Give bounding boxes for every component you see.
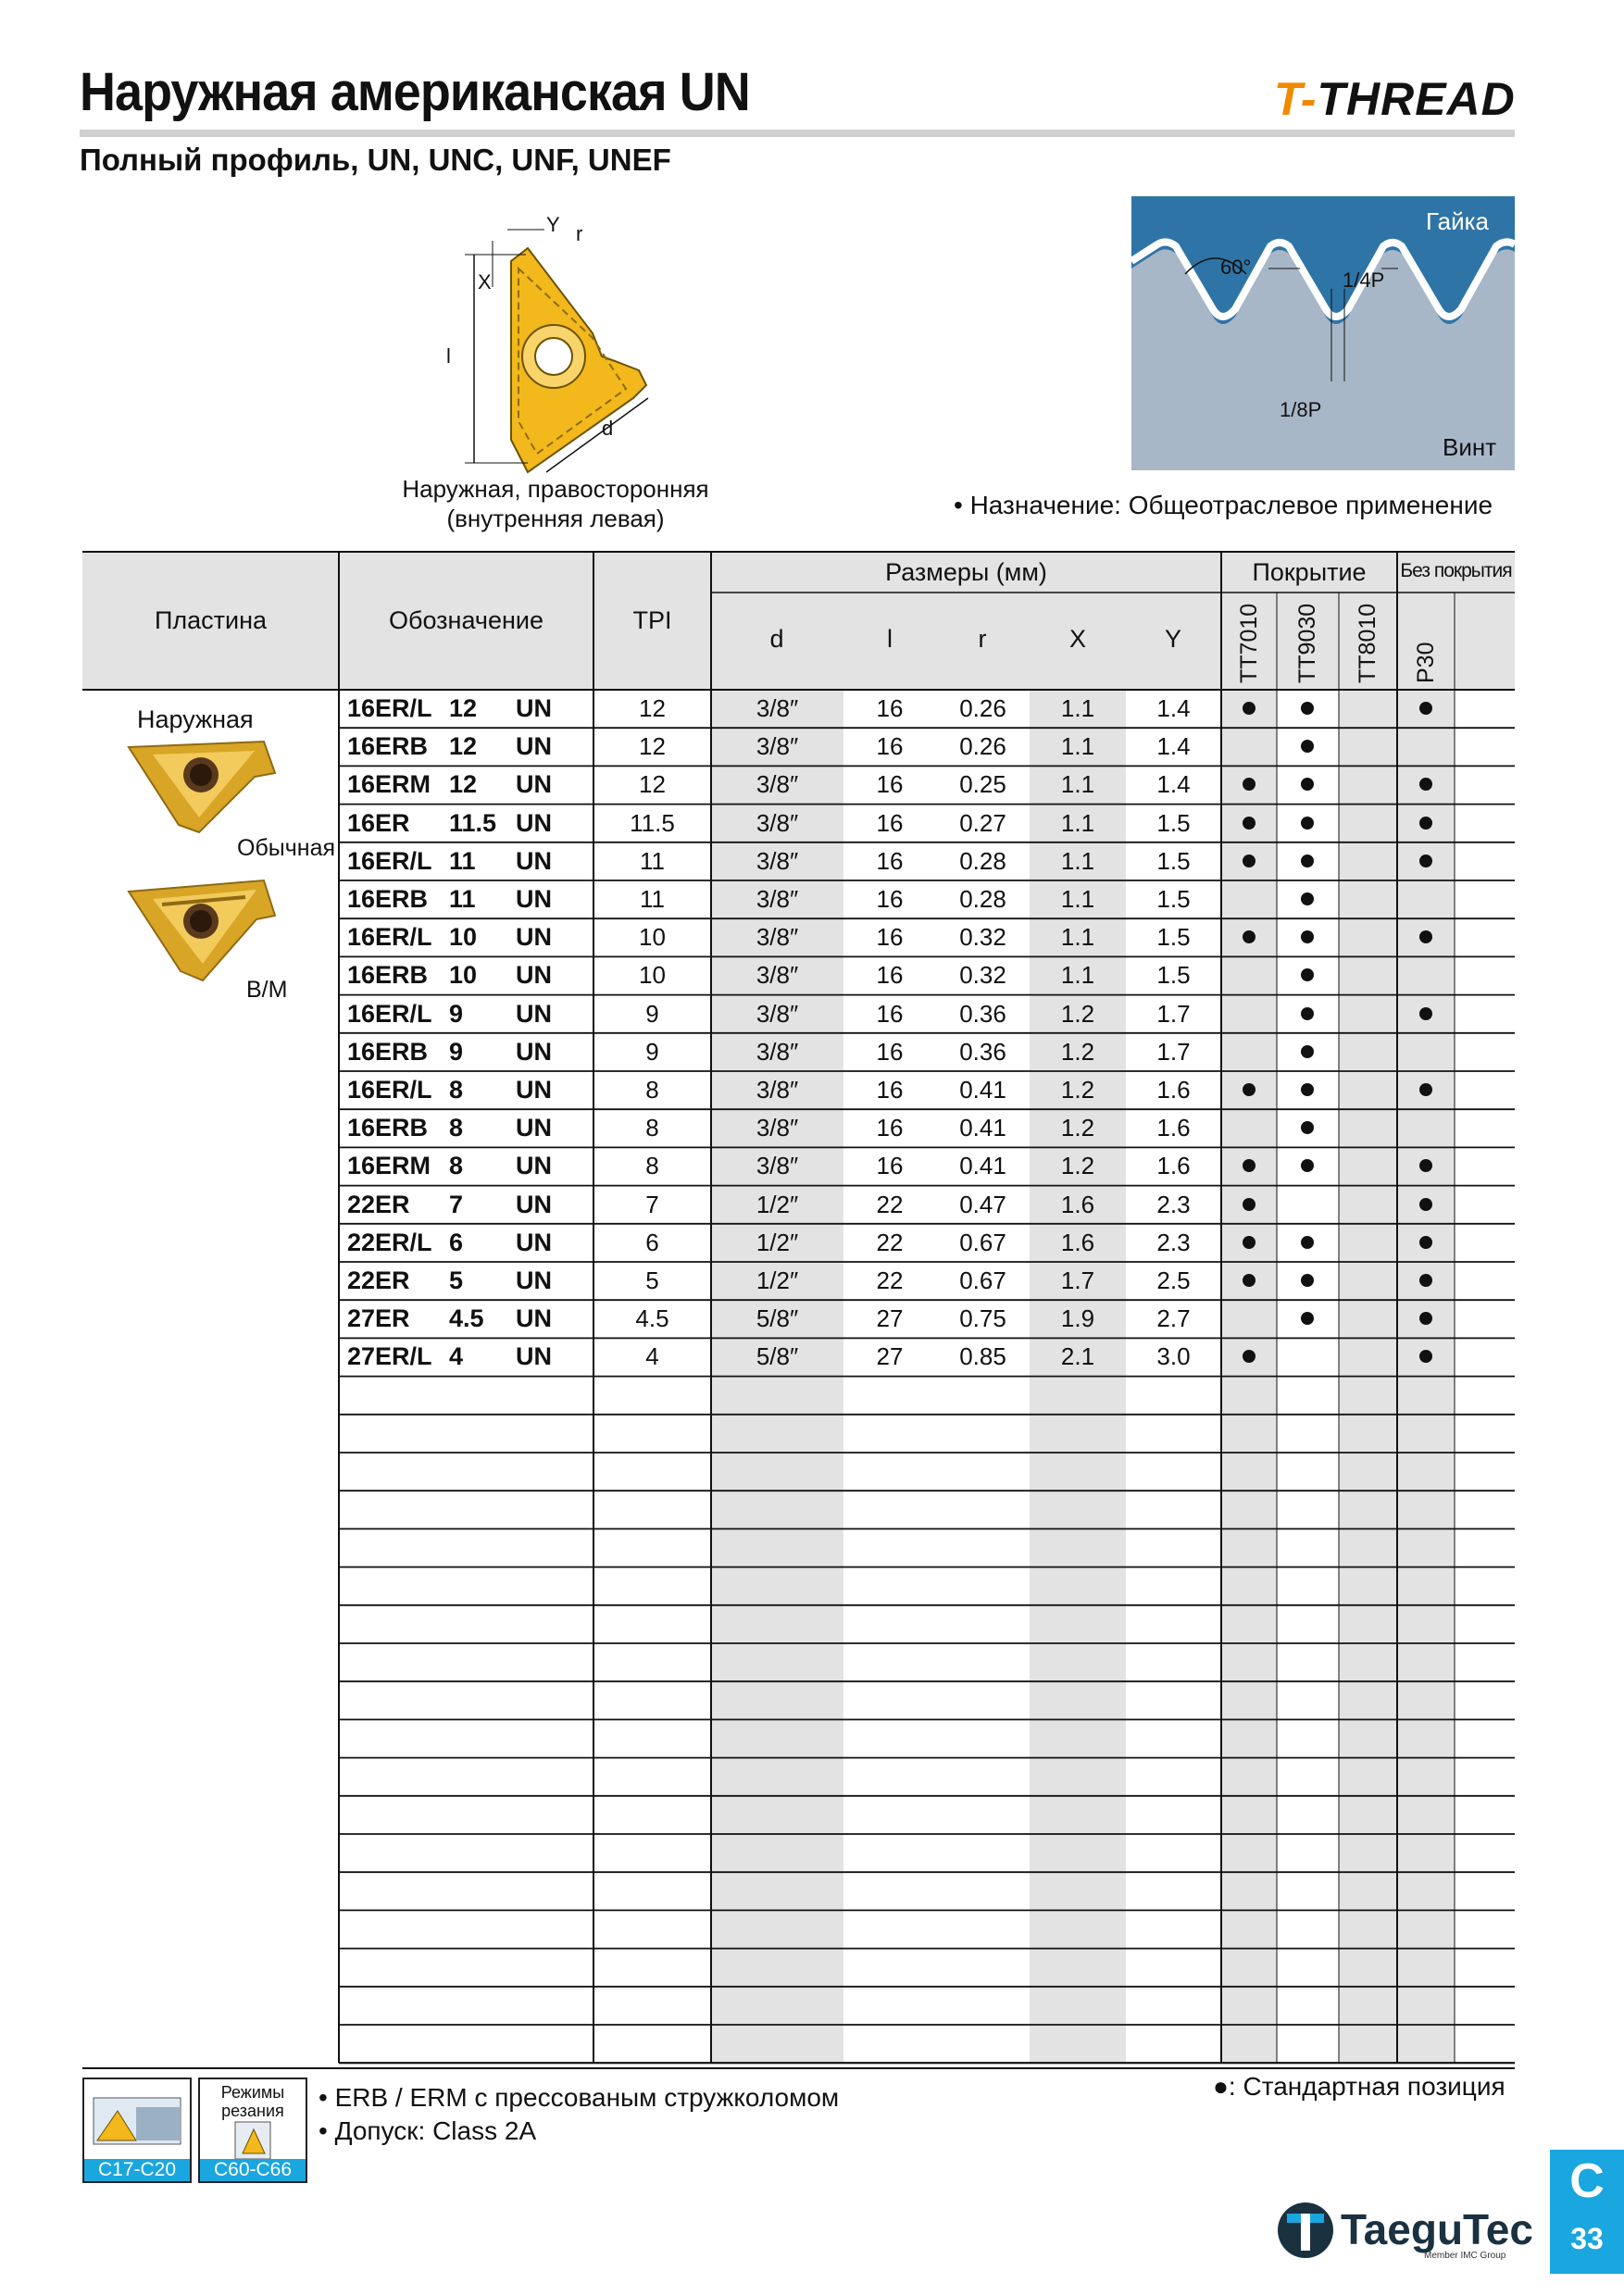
cell-x: 1.1 <box>1060 732 1095 761</box>
ref1-tag: C17-C20 <box>84 2159 190 2181</box>
standard-dot-p30 <box>1419 855 1432 867</box>
header-grade-tt8010: TT8010 <box>1355 603 1380 683</box>
cell-l: 16 <box>876 999 904 1028</box>
standard-dot-tt9030 <box>1301 892 1314 905</box>
cell-y: 1.4 <box>1156 694 1191 722</box>
designation-size: 10 <box>449 923 478 952</box>
cell-l: 16 <box>876 885 904 913</box>
standard-dot-p30 <box>1419 1198 1432 1211</box>
cell-tpi: 11.5 <box>630 808 675 837</box>
cell-r: 0.41 <box>959 1114 1006 1142</box>
ref2-title-line2: резания <box>221 2102 284 2120</box>
cell-x: 1.1 <box>1060 808 1095 837</box>
standard-dot-p30 <box>1419 702 1432 715</box>
cell-d: 1/2″ <box>756 1267 799 1294</box>
standard-dot-p30 <box>1419 1236 1432 1249</box>
logo-subtext: Member IMC Group <box>1424 2251 1506 2261</box>
cell-y: 1.4 <box>1156 770 1191 799</box>
cell-d: 3/8″ <box>756 732 799 761</box>
designation-size: 4 <box>449 1342 464 1371</box>
cell-x: 1.7 <box>1060 1267 1095 1294</box>
header-designation: Обозначение <box>389 606 543 634</box>
cell-y: 1.6 <box>1156 1076 1191 1104</box>
cell-r: 0.47 <box>959 1190 1006 1218</box>
cell-l: 22 <box>876 1267 904 1294</box>
designation-size: 4.5 <box>449 1304 484 1333</box>
cell-l: 22 <box>876 1228 904 1256</box>
designation-size: 8 <box>449 1076 464 1104</box>
cell-tpi: 8 <box>645 1152 659 1180</box>
designation-code: 16ERB <box>347 1114 429 1142</box>
designation-series: UN <box>516 1037 552 1066</box>
insert-photo-normal <box>125 736 282 836</box>
standard-dot-tt9030 <box>1301 1007 1314 1020</box>
designation-code: 22ER <box>347 1190 410 1218</box>
cell-d: 3/8″ <box>756 808 799 837</box>
designation-series: UN <box>516 1342 552 1371</box>
cell-x: 2.1 <box>1060 1342 1095 1371</box>
cell-tpi: 10 <box>639 961 666 990</box>
header-insert: Пластина <box>154 606 268 634</box>
designation-series: UN <box>516 923 552 952</box>
designation-series: UN <box>516 999 552 1028</box>
cell-y: 1.7 <box>1156 999 1191 1028</box>
designation-code: 16ER/L <box>347 1076 432 1104</box>
insert-photo-bm <box>125 877 282 986</box>
cell-r: 0.26 <box>959 694 1006 722</box>
cell-l: 16 <box>876 961 904 990</box>
label-y: Y <box>546 213 560 236</box>
cell-y: 1.5 <box>1156 961 1191 990</box>
cell-l: 27 <box>876 1342 904 1371</box>
standard-dot-tt7010 <box>1243 1236 1255 1249</box>
cell-tpi: 10 <box>639 923 666 952</box>
cell-d: 3/8″ <box>756 1152 799 1180</box>
thread-profile-diagram <box>1131 196 1515 470</box>
note-chipbreaker: • ERB / ERM с прессованым стружколомом <box>319 2083 840 2112</box>
cell-y: 2.7 <box>1156 1304 1191 1333</box>
cell-tpi: 12 <box>639 694 666 722</box>
cell-d: 3/8″ <box>756 770 799 799</box>
designation-size: 11 <box>449 846 476 875</box>
cell-x: 1.1 <box>1060 923 1095 952</box>
designation-size: 12 <box>449 770 478 799</box>
cell-d: 3/8″ <box>756 1114 799 1142</box>
profile-angle-label: 60° <box>1220 256 1252 279</box>
header-dim-d: d <box>769 625 784 653</box>
designation-series: UN <box>516 1152 552 1180</box>
label-d: d <box>602 417 614 440</box>
cell-tpi: 8 <box>645 1076 659 1104</box>
cell-x: 1.1 <box>1060 885 1095 913</box>
standard-dot-tt9030 <box>1301 1083 1314 1096</box>
cell-tpi: 7 <box>645 1190 659 1218</box>
standard-dot-tt7010 <box>1243 1198 1255 1211</box>
cell-r: 0.25 <box>959 770 1006 799</box>
standard-dot-tt7010 <box>1243 702 1255 715</box>
designation-code: 16ER/L <box>347 694 432 722</box>
designation-series: UN <box>516 1304 552 1333</box>
legend-standard: ●: Стандартная позиция <box>1213 2072 1505 2101</box>
cell-tpi: 6 <box>645 1228 659 1256</box>
cell-y: 3.0 <box>1156 1342 1191 1371</box>
profile-eighth-pitch: 1/8P <box>1280 398 1322 421</box>
standard-dot-p30 <box>1419 1274 1432 1287</box>
cell-r: 0.36 <box>959 1037 1006 1066</box>
cell-y: 1.7 <box>1156 1037 1191 1066</box>
cell-r: 0.67 <box>959 1267 1006 1294</box>
cell-l: 16 <box>876 1037 904 1066</box>
designation-code: 16ERB <box>347 885 429 913</box>
cell-r: 0.41 <box>959 1152 1006 1180</box>
cell-x: 1.2 <box>1060 1114 1095 1142</box>
insert-normal-label: Обычная <box>237 835 336 861</box>
cell-y: 2.5 <box>1156 1267 1191 1294</box>
caption-line-1: Наружная, правосторонняя <box>402 475 709 503</box>
designation-code: 22ER <box>347 1267 410 1294</box>
cell-d: 3/8″ <box>756 923 799 952</box>
cell-l: 16 <box>876 770 904 799</box>
cell-l: 16 <box>876 732 904 761</box>
designation-code: 16ER/L <box>347 846 432 875</box>
cell-l: 16 <box>876 846 904 875</box>
designation-code: 16ER/L <box>347 999 432 1028</box>
standard-dot-tt7010 <box>1243 1083 1255 1096</box>
insert-type-label: Наружная <box>137 705 254 733</box>
cell-tpi: 4 <box>645 1342 659 1371</box>
standard-dot-tt9030 <box>1301 1274 1314 1287</box>
label-r: r <box>576 222 583 245</box>
cell-x: 1.2 <box>1060 1076 1095 1104</box>
ref-cutting-data-button[interactable] <box>198 2078 307 2183</box>
header-dim-l: l <box>887 625 893 653</box>
designation-code: 16ERB <box>347 961 429 990</box>
company-logo <box>1276 2199 1533 2264</box>
designation-size: 8 <box>449 1152 464 1180</box>
cell-r: 0.27 <box>959 808 1006 837</box>
caption-line-2: (внутренняя левая) <box>446 505 665 532</box>
designation-series: UN <box>516 1114 552 1142</box>
brand-logo: T-THREAD <box>1274 73 1516 125</box>
designation-series: UN <box>516 1267 552 1294</box>
cutting-data-icon <box>200 2120 306 2163</box>
ref2-tag: C60-C66 <box>200 2159 306 2181</box>
standard-dot-tt9030 <box>1301 817 1314 830</box>
standard-dot-tt9030 <box>1301 702 1314 715</box>
cell-l: 27 <box>876 1304 904 1333</box>
cell-l: 16 <box>876 923 904 952</box>
page-number: 33 <box>1570 2222 1604 2255</box>
cell-y: 1.6 <box>1156 1152 1191 1180</box>
cell-d: 3/8″ <box>756 961 799 990</box>
ref-toolholders-button[interactable] <box>82 2078 192 2183</box>
designation-code: 27ER/L <box>347 1342 432 1371</box>
cell-d: 5/8″ <box>756 1304 799 1333</box>
header-dim-r: r <box>978 625 987 653</box>
logo-mark-icon <box>1276 2201 1335 2260</box>
cell-l: 16 <box>876 694 904 722</box>
designation-size: 10 <box>449 961 478 990</box>
profile-screw-label: Винт <box>1443 433 1497 461</box>
cell-y: 1.5 <box>1156 923 1191 952</box>
cell-r: 0.85 <box>959 1342 1006 1371</box>
header-coating: Покрытие <box>1252 558 1367 586</box>
designation-code: 16ERB <box>347 1037 429 1066</box>
standard-dot-tt9030 <box>1301 855 1314 867</box>
ref2-title <box>200 2083 306 2120</box>
standard-dot-tt9030 <box>1301 1045 1314 1058</box>
cell-y: 1.4 <box>1156 732 1191 761</box>
cell-x: 1.6 <box>1060 1228 1095 1256</box>
cell-y: 1.6 <box>1156 1114 1191 1142</box>
cell-d: 3/8″ <box>756 1037 799 1066</box>
cell-d: 3/8″ <box>756 846 799 875</box>
page-subtitle: Полный профиль, UN, UNC, UNF, UNEF <box>80 143 671 177</box>
header-dim-x: X <box>1068 625 1086 653</box>
cell-x: 1.1 <box>1060 846 1095 875</box>
header-dimensions: Размеры (мм) <box>885 558 1047 586</box>
designation-code: 16ERM <box>347 1152 431 1180</box>
logo-text: TaeguTec <box>1341 2205 1533 2253</box>
cell-r: 0.26 <box>959 732 1006 761</box>
designation-code: 16ERM <box>347 770 431 799</box>
designation-series: UN <box>516 885 552 913</box>
designation-size: 6 <box>449 1228 464 1256</box>
designation-series: UN <box>516 732 552 761</box>
purpose-note: • Назначение: Общеотраслевое применение <box>954 491 1493 519</box>
profile-quarter-pitch: 1/4P <box>1343 268 1385 292</box>
section-tab[interactable] <box>1550 2150 1624 2274</box>
designation-code: 22ER/L <box>347 1228 432 1256</box>
cell-d: 1/2″ <box>756 1190 799 1218</box>
designation-size: 5 <box>449 1267 464 1294</box>
designation-size: 11 <box>449 885 476 913</box>
cell-l: 22 <box>876 1190 904 1218</box>
cell-l: 16 <box>876 1152 904 1180</box>
cell-tpi: 9 <box>645 999 659 1028</box>
title-rule <box>80 130 1515 137</box>
header-tpi: TPI <box>632 606 672 634</box>
designation-size: 12 <box>449 732 478 761</box>
insert-dimension-diagram <box>407 204 704 481</box>
cell-r: 0.41 <box>959 1076 1006 1104</box>
cell-x: 1.9 <box>1060 1304 1095 1333</box>
standard-dot-tt7010 <box>1243 855 1255 867</box>
designation-series: UN <box>516 846 552 875</box>
designation-code: 16ERB <box>347 732 429 761</box>
ref2-title-line1: Режимы <box>220 2083 285 2102</box>
cell-tpi: 12 <box>639 732 666 761</box>
designation-code: 16ER/L <box>347 923 432 952</box>
cell-d: 5/8″ <box>756 1342 799 1371</box>
designation-size: 9 <box>449 1037 464 1066</box>
header-uncoated: Без покрытия <box>1400 560 1512 581</box>
cell-d: 3/8″ <box>756 694 799 722</box>
designation-code: 16ER <box>347 808 410 837</box>
cell-tpi: 11 <box>640 885 665 913</box>
designation-series: UN <box>516 770 552 799</box>
cell-tpi: 8 <box>645 1114 659 1142</box>
designation-size: 11.5 <box>449 808 497 837</box>
cell-d: 3/8″ <box>756 885 799 913</box>
cell-d: 1/2″ <box>756 1228 799 1256</box>
header-grade-tt9030: TT9030 <box>1294 603 1320 683</box>
cell-r: 0.28 <box>959 846 1006 875</box>
cell-r: 0.28 <box>959 885 1006 913</box>
label-x: X <box>478 270 492 293</box>
cell-y: 2.3 <box>1156 1228 1191 1256</box>
cell-r: 0.32 <box>959 961 1006 990</box>
insert-table <box>82 551 1515 2069</box>
standard-dot-p30 <box>1419 1007 1432 1020</box>
cell-tpi: 9 <box>645 1037 659 1066</box>
cell-x: 1.6 <box>1060 1190 1095 1218</box>
designation-series: UN <box>516 1190 552 1218</box>
cell-x: 1.2 <box>1060 1152 1095 1180</box>
toolholder-icon <box>84 2079 190 2157</box>
standard-dot-p30 <box>1419 1083 1432 1096</box>
note-tolerance: • Допуск: Class 2A <box>319 2116 537 2145</box>
cell-tpi: 5 <box>645 1267 659 1294</box>
standard-dot-tt9030 <box>1301 1236 1314 1249</box>
standard-dot-tt7010 <box>1243 817 1255 830</box>
designation-size: 7 <box>449 1190 464 1218</box>
cell-tpi: 11 <box>640 846 665 875</box>
designation-size: 12 <box>449 694 478 722</box>
standard-dot-p30 <box>1419 817 1432 830</box>
cell-y: 1.5 <box>1156 846 1191 875</box>
footer-rule <box>82 2067 1515 2069</box>
cell-r: 0.67 <box>959 1228 1006 1256</box>
cell-r: 0.36 <box>959 999 1006 1028</box>
designation-series: UN <box>516 808 552 837</box>
cell-l: 16 <box>876 1114 904 1142</box>
section-letter: C <box>1569 2154 1605 2208</box>
insert-caption <box>361 474 750 533</box>
cell-l: 16 <box>876 808 904 837</box>
cell-r: 0.75 <box>959 1304 1006 1333</box>
cell-tpi: 12 <box>639 770 666 799</box>
designation-size: 9 <box>449 999 464 1028</box>
designation-series: UN <box>516 694 552 722</box>
cell-d: 3/8″ <box>756 1076 799 1104</box>
header-dim-y: Y <box>1164 625 1181 653</box>
designation-series: UN <box>516 1228 552 1256</box>
cell-y: 1.5 <box>1156 885 1191 913</box>
cell-x: 1.1 <box>1060 770 1095 799</box>
cell-x: 1.1 <box>1060 694 1095 722</box>
insert-bm-label: B/M <box>246 977 288 1003</box>
page-title: Наружная американская UN <box>80 62 750 122</box>
label-l: l <box>446 344 451 368</box>
profile-nut-label: Гайка <box>1426 207 1490 235</box>
cell-x: 1.2 <box>1060 999 1095 1028</box>
standard-dot-tt7010 <box>1243 1274 1255 1287</box>
designation-code: 27ER <box>347 1304 410 1333</box>
designation-series: UN <box>516 1076 552 1104</box>
cell-y: 1.5 <box>1156 808 1191 837</box>
cell-l: 16 <box>876 1076 904 1104</box>
header-grade-tt7010: TT7010 <box>1236 603 1262 683</box>
cell-r: 0.32 <box>959 923 1006 952</box>
cell-tpi: 4.5 <box>635 1304 669 1333</box>
designation-size: 8 <box>449 1114 464 1142</box>
header-grade-p30: P30 <box>1413 642 1439 683</box>
cell-x: 1.2 <box>1060 1037 1095 1066</box>
designation-series: UN <box>516 961 552 990</box>
cell-d: 3/8″ <box>756 999 799 1028</box>
cell-y: 2.3 <box>1156 1190 1191 1218</box>
cell-x: 1.1 <box>1060 961 1095 990</box>
